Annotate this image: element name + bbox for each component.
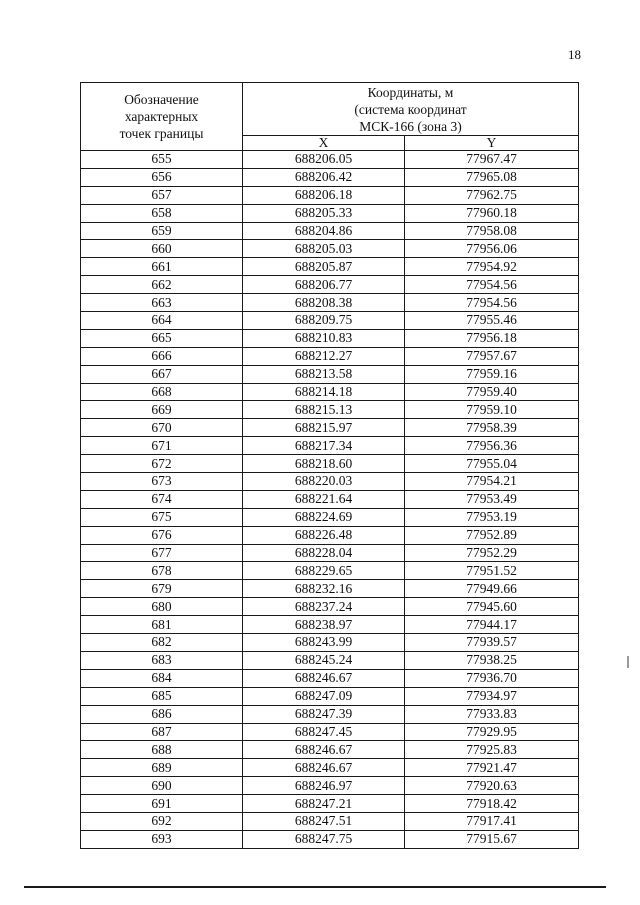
point-id-cell: 656 — [81, 168, 243, 186]
point-id-cell: 655 — [81, 151, 243, 169]
x-coordinate-cell: 688226.48 — [243, 526, 405, 544]
y-coordinate-cell: 77959.10 — [405, 401, 579, 419]
table-row — [81, 383, 579, 401]
x-coordinate-cell: 688206.18 — [243, 186, 405, 204]
y-coordinate-cell: 77944.17 — [405, 616, 579, 634]
point-id-cell: 688 — [81, 741, 243, 759]
y-coordinate-cell: 77954.92 — [405, 258, 579, 276]
x-coordinate-cell: 688215.97 — [243, 419, 405, 437]
y-coordinate-cell: 77956.06 — [405, 240, 579, 258]
y-coordinate-cell: 77949.66 — [405, 580, 579, 598]
x-coordinate-cell: 688243.99 — [243, 634, 405, 652]
x-coordinate-cell: 688246.97 — [243, 777, 405, 795]
point-id-cell: 667 — [81, 365, 243, 383]
x-coordinate-cell: 688209.75 — [243, 312, 405, 330]
table-row — [81, 526, 579, 544]
x-coordinate-cell: 688247.51 — [243, 812, 405, 830]
table-row — [81, 455, 579, 473]
table-body — [81, 151, 579, 849]
point-id-cell: 668 — [81, 383, 243, 401]
x-coordinate-cell: 688213.58 — [243, 365, 405, 383]
table-row — [81, 222, 579, 240]
x-coordinate-cell: 688245.24 — [243, 651, 405, 669]
y-coordinate-cell: 77929.95 — [405, 723, 579, 741]
point-id-cell: 665 — [81, 329, 243, 347]
table-row — [81, 168, 579, 186]
y-coordinate-cell: 77955.04 — [405, 455, 579, 473]
x-coordinate-cell: 688212.27 — [243, 347, 405, 365]
points-column-header — [81, 83, 243, 151]
y-coordinate-cell: 77960.18 — [405, 204, 579, 222]
y-coordinate-cell: 77951.52 — [405, 562, 579, 580]
y-coordinate-cell: 77958.08 — [405, 222, 579, 240]
x-coordinate-cell: 688214.18 — [243, 383, 405, 401]
x-coordinate-cell: 688220.03 — [243, 473, 405, 491]
table-row — [81, 490, 579, 508]
point-id-cell: 676 — [81, 526, 243, 544]
point-id-cell: 682 — [81, 634, 243, 652]
x-column-header: X — [243, 136, 405, 151]
table-row — [81, 777, 579, 795]
y-coordinate-cell: 77936.70 — [405, 669, 579, 687]
x-coordinate-cell: 688205.33 — [243, 204, 405, 222]
x-coordinate-cell: 688246.67 — [243, 669, 405, 687]
point-id-cell: 690 — [81, 777, 243, 795]
x-coordinate-cell: 688206.42 — [243, 168, 405, 186]
y-coordinate-cell: 77933.83 — [405, 705, 579, 723]
table-row — [81, 741, 579, 759]
x-coordinate-cell: 688247.09 — [243, 687, 405, 705]
y-coordinate-cell: 77952.89 — [405, 526, 579, 544]
point-id-cell: 687 — [81, 723, 243, 741]
table-row — [81, 186, 579, 204]
x-coordinate-cell: 688237.24 — [243, 598, 405, 616]
table-row — [81, 347, 579, 365]
y-coordinate-cell: 77967.47 — [405, 151, 579, 169]
x-coordinate-cell: 688247.75 — [243, 830, 405, 848]
x-coordinate-cell: 688238.97 — [243, 616, 405, 634]
table-row — [81, 401, 579, 419]
y-coordinate-cell: 77934.97 — [405, 687, 579, 705]
x-coordinate-cell: 688247.21 — [243, 795, 405, 813]
x-coordinate-cell: 688228.04 — [243, 544, 405, 562]
y-coordinate-cell: 77920.63 — [405, 777, 579, 795]
table-row — [81, 669, 579, 687]
point-id-cell: 662 — [81, 276, 243, 294]
x-coordinate-cell: 688210.83 — [243, 329, 405, 347]
table-row — [81, 651, 579, 669]
table-row — [81, 437, 579, 455]
table-row — [81, 312, 579, 330]
y-coordinate-cell: 77938.25 — [405, 651, 579, 669]
y-coordinate-cell: 77939.57 — [405, 634, 579, 652]
table-row — [81, 723, 579, 741]
point-id-cell: 692 — [81, 812, 243, 830]
point-id-cell: 666 — [81, 347, 243, 365]
y-coordinate-cell: 77921.47 — [405, 759, 579, 777]
point-id-cell: 689 — [81, 759, 243, 777]
table-row — [81, 616, 579, 634]
coordinates-table — [80, 82, 579, 849]
y-coordinate-cell: 77959.40 — [405, 383, 579, 401]
table-row — [81, 508, 579, 526]
point-id-cell: 685 — [81, 687, 243, 705]
y-coordinate-cell: 77945.60 — [405, 598, 579, 616]
x-coordinate-cell: 688218.60 — [243, 455, 405, 473]
point-id-cell: 681 — [81, 616, 243, 634]
coords-header-line: (система координат — [354, 101, 467, 117]
x-coordinate-cell: 688204.86 — [243, 222, 405, 240]
table-row — [81, 705, 579, 723]
table-row — [81, 544, 579, 562]
page-number: 18 — [568, 47, 581, 62]
table-row — [81, 294, 579, 312]
y-coordinate-cell: 77962.75 — [405, 186, 579, 204]
point-id-cell: 686 — [81, 705, 243, 723]
x-coordinate-cell: 688206.77 — [243, 276, 405, 294]
table-row — [81, 580, 579, 598]
coordinates-column-header — [243, 83, 579, 136]
point-id-cell: 661 — [81, 258, 243, 276]
x-coordinate-cell: 688247.45 — [243, 723, 405, 741]
x-coordinate-cell: 688246.67 — [243, 741, 405, 759]
points-header-line: характерных — [124, 109, 199, 124]
y-coordinate-cell: 77955.46 — [405, 312, 579, 330]
x-coordinate-cell: 688221.64 — [243, 490, 405, 508]
point-id-cell: 671 — [81, 437, 243, 455]
y-coordinate-cell: 77953.19 — [405, 508, 579, 526]
y-coordinate-cell: 77952.29 — [405, 544, 579, 562]
x-coordinate-cell: 688224.69 — [243, 508, 405, 526]
y-coordinate-cell: 77953.49 — [405, 490, 579, 508]
point-id-cell: 674 — [81, 490, 243, 508]
point-id-cell: 678 — [81, 562, 243, 580]
point-id-cell: 659 — [81, 222, 243, 240]
y-coordinate-cell: 77956.36 — [405, 437, 579, 455]
point-id-cell: 679 — [81, 580, 243, 598]
y-coordinate-cell: 77954.56 — [405, 294, 579, 312]
table-row — [81, 812, 579, 830]
point-id-cell: 693 — [81, 830, 243, 848]
point-id-cell: 672 — [81, 455, 243, 473]
table-row — [81, 759, 579, 777]
point-id-cell: 669 — [81, 401, 243, 419]
x-coordinate-cell: 688229.65 — [243, 562, 405, 580]
footer-rule — [24, 886, 606, 888]
table-row — [81, 687, 579, 705]
y-coordinate-cell: 77959.16 — [405, 365, 579, 383]
points-header-line: точек границы — [119, 126, 204, 141]
x-coordinate-cell: 688205.87 — [243, 258, 405, 276]
table-row — [81, 329, 579, 347]
point-id-cell: 663 — [81, 294, 243, 312]
x-coordinate-cell: 688217.34 — [243, 437, 405, 455]
table-row — [81, 419, 579, 437]
point-id-cell: 657 — [81, 186, 243, 204]
table-row — [81, 365, 579, 383]
coords-header-line: МСК-166 (зона 3) — [359, 118, 462, 134]
table-row — [81, 795, 579, 813]
point-id-cell: 675 — [81, 508, 243, 526]
y-coordinate-cell: 77958.39 — [405, 419, 579, 437]
y-coordinate-cell: 77954.21 — [405, 473, 579, 491]
table-row — [81, 258, 579, 276]
x-coordinate-cell: 688246.67 — [243, 759, 405, 777]
point-id-cell: 677 — [81, 544, 243, 562]
point-id-cell: 680 — [81, 598, 243, 616]
y-coordinate-cell: 77918.42 — [405, 795, 579, 813]
x-coordinate-cell: 688208.38 — [243, 294, 405, 312]
point-id-cell: 660 — [81, 240, 243, 258]
y-coordinate-cell: 77956.18 — [405, 329, 579, 347]
point-id-cell: 658 — [81, 204, 243, 222]
table-row — [81, 830, 579, 848]
point-id-cell: 664 — [81, 312, 243, 330]
point-id-cell: 683 — [81, 651, 243, 669]
table-row — [81, 276, 579, 294]
y-coordinate-cell: 77925.83 — [405, 741, 579, 759]
point-id-cell: 691 — [81, 795, 243, 813]
coords-header-line: Координаты, м — [367, 84, 454, 100]
table-row — [81, 151, 579, 169]
point-id-cell: 673 — [81, 473, 243, 491]
table-row — [81, 562, 579, 580]
y-coordinate-cell: 77954.56 — [405, 276, 579, 294]
table-row — [81, 204, 579, 222]
y-coordinate-cell: 77965.08 — [405, 168, 579, 186]
y-column-header: Y — [405, 136, 579, 151]
point-id-cell: 684 — [81, 669, 243, 687]
x-coordinate-cell: 688215.13 — [243, 401, 405, 419]
x-coordinate-cell: 688206.05 — [243, 151, 405, 169]
scan-edge-mark — [627, 656, 629, 668]
table-row — [81, 634, 579, 652]
table-row — [81, 473, 579, 491]
point-id-cell: 670 — [81, 419, 243, 437]
x-coordinate-cell: 688247.39 — [243, 705, 405, 723]
table-row — [81, 240, 579, 258]
table-row — [81, 598, 579, 616]
y-coordinate-cell: 77957.67 — [405, 347, 579, 365]
y-coordinate-cell: 77915.67 — [405, 830, 579, 848]
points-header-line: Обозначение — [124, 92, 199, 107]
x-coordinate-cell: 688205.03 — [243, 240, 405, 258]
x-coordinate-cell: 688232.16 — [243, 580, 405, 598]
y-coordinate-cell: 77917.41 — [405, 812, 579, 830]
